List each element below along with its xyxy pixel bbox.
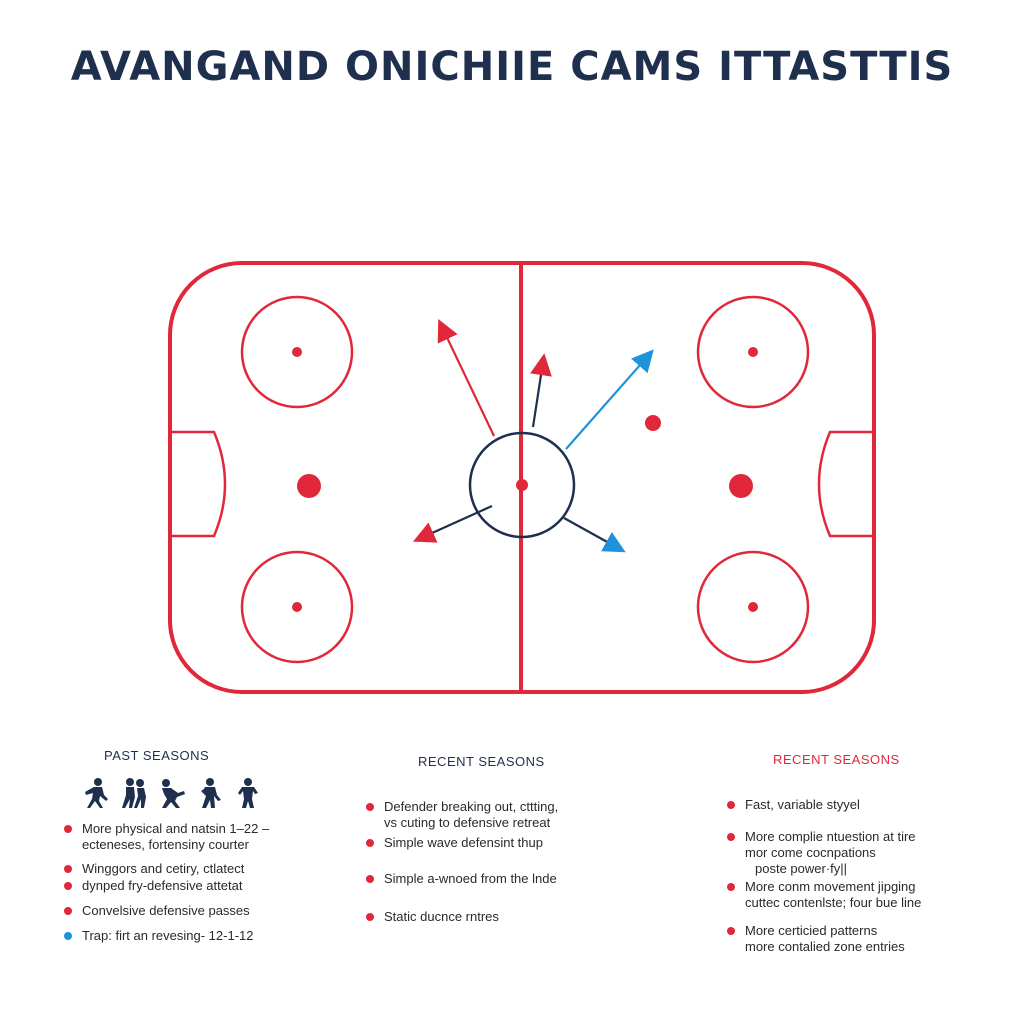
blue-bullet: [64, 932, 72, 940]
skater-icon: [196, 777, 224, 809]
red-bullet: [727, 927, 735, 935]
red-bullet: [727, 833, 735, 841]
list-item: More physical and natsin 1–22 – ecteneses, fortensiny courter: [64, 821, 324, 853]
skater-icon: [120, 777, 148, 809]
faceoff-circle-top-left: [242, 297, 352, 407]
red-bullet: [64, 825, 72, 833]
red-bullet: [64, 865, 72, 873]
red-bullet: [727, 801, 735, 809]
recent-seasons-list-2: [727, 797, 997, 955]
list-item: poste power·fy||: [755, 861, 848, 876]
column-heading: RECENT SEASONS: [773, 752, 900, 767]
red-bullet: [366, 913, 374, 921]
recent-seasons-column: [366, 748, 626, 925]
column-heading: RECENT SEASONS: [418, 754, 545, 769]
left-dot: [297, 474, 321, 498]
arrow-up: [533, 362, 543, 427]
red-bullet: [366, 875, 374, 883]
list-item: Simple a-wnoed from the lnde: [366, 871, 626, 887]
red-bullet: [366, 803, 374, 811]
list-item: Simple wave defensint thup: [366, 835, 626, 851]
past-seasons-list: [64, 821, 324, 944]
arrow-down-right: [564, 518, 618, 548]
list-item: Fast, variable styyel: [727, 797, 997, 813]
page-title: AVANGAND ONICHIIE CAMS ITTASTTIS: [70, 44, 954, 90]
arrow-up-left: [442, 327, 494, 436]
skater-icon: [234, 777, 262, 809]
red-bullet: [64, 907, 72, 915]
list-item: Winggors and cetiry, ctlatect: [64, 861, 324, 877]
arrow-up-right: [566, 356, 648, 449]
list-item: dynped fry-defensive attetat: [64, 878, 324, 894]
red-bullet: [64, 882, 72, 890]
list-item: Convelsive defensive passes: [64, 903, 324, 919]
list-item: More certicied patterns more contalied zone entries: [727, 923, 997, 955]
list-item: Defender breaking out, cttting, vs cuting to defensive retreat: [366, 799, 626, 831]
skater-icon: [82, 777, 110, 809]
faceoff-circle-bottom-right: [698, 552, 808, 662]
recent-seasons-list: [366, 799, 626, 925]
red-bullet: [727, 883, 735, 891]
list-item: Trap: firt an revesing- 12-1-12: [64, 928, 324, 944]
right-goal-crease: [819, 432, 872, 536]
list-item: More complie ntuestion at tire mor come cocnpations: [727, 829, 997, 861]
skater-icon: [158, 777, 186, 809]
left-goal-crease: [172, 432, 225, 536]
list-item: Static ducnce rntres: [366, 909, 626, 925]
center-dot: [516, 479, 528, 491]
recent-seasons-column-2: [727, 748, 997, 955]
neutral-dot: [645, 415, 661, 431]
red-bullet: [366, 839, 374, 847]
list-item: More conm movement jipging cuttec contenlste; four bue line: [727, 879, 997, 911]
column-heading: PAST SEASONS: [104, 748, 210, 763]
faceoff-circle-bottom-left: [242, 552, 352, 662]
right-dot: [729, 474, 753, 498]
past-seasons-column: [64, 748, 324, 944]
faceoff-circle-top-right: [698, 297, 808, 407]
player-icons: [64, 777, 324, 809]
arrow-down-left: [421, 506, 492, 538]
